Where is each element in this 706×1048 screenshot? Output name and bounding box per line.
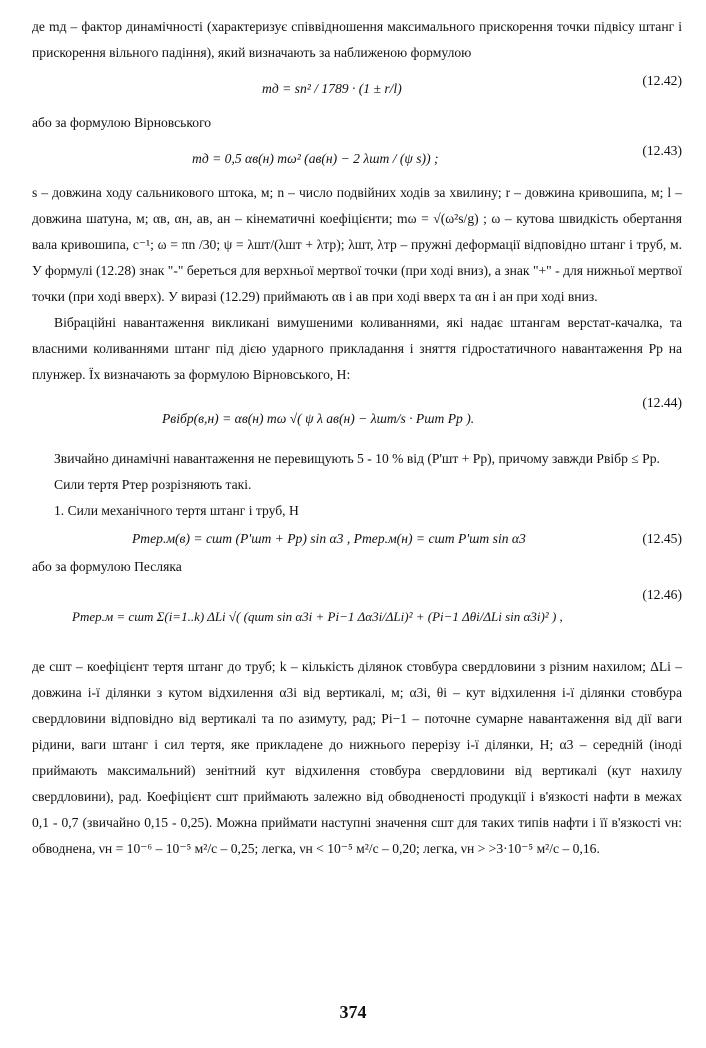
formula-number: (12.43) bbox=[642, 143, 682, 158]
formula-expression: Pтер.м = cшт Σ(i=1..k) ΔLi √( (qшт sin α3i + Pi−1 Δα3i/ΔLi)² + (Pi−1 Δθi/ΔLi sin α3i)² ) , bbox=[72, 609, 563, 624]
formula-number: (12.46) bbox=[642, 587, 682, 602]
formula-expression: mд = 0,5 αв(н) mω² (aв(н) − 2 λшт / (ψ s)) ; bbox=[192, 151, 439, 166]
formula-number: (12.44) bbox=[642, 395, 682, 410]
formula-expression: mд = sn² / 1789 · (1 ± r/l) bbox=[262, 81, 402, 96]
page-number: 374 bbox=[339, 1002, 367, 1022]
paragraph-3: s – довжина ходу сальникового штока, м; n – число подвійних ходів за хвилину; r – довжина кривошипа, м; l – довжина шатуна, м; αв, αн, aв, aн – кінематичні коефіцієнти; mω = √(ω²s/g) ; ω – кутова швидкість обертання вала кривошипа, с⁻¹; ω = πn /30; ψ = λшт/(λшт + λтр); λшт, λтр – пружні деформації відповідно штанг і труб, м. У формулі (12.28) знак "-" береться для верхньої мертвої точки (при ході вниз), а знак "+" - для нижньої мертвої точки (при ході вверх). У виразі (12.29) приймають αв і aв при ході вверх та αн і aн при ході вниз. bbox=[32, 185, 682, 304]
paragraph-5: Звичайно динамічні навантаження не перевищують 5 - 10 % від (P'шт + Pр), причому завжди Pвібр ≤ Pр. bbox=[54, 451, 660, 466]
formula-number: (12.42) bbox=[642, 73, 682, 88]
formula-12-42 bbox=[32, 66, 682, 110]
paragraph-4: Вібраційні навантаження викликані вимушеними коливаннями, які надає штангам верстат-качалка, та власними коливаннями штанг під дією ударного прикладання і зняття гідростатичного навантаження Pр на плунжер. Їх визначають за формулою Вірновського, Н: bbox=[32, 315, 682, 382]
paragraph-7: 1. Сили механічного тертя штанг і труб, Н bbox=[54, 503, 299, 518]
formula-12-44 bbox=[32, 388, 682, 446]
formula-12-43 bbox=[32, 136, 682, 180]
paragraph-1: де mд – фактор динамічності (характеризує співвідношення максимального прискорення точки підвісу штанг і прискорення вільного падіння), який визначають за наближеною формулою bbox=[32, 19, 682, 60]
paragraph-9: де cшт – коефіцієнт тертя штанг до труб; k – кількість ділянок стовбура свердловини з різним нахилом; ΔLi – довжина i-ї ділянки з кутом відхилення α3i від вертикалі, м; α3i, θi – кут відхилення i-ї ділянки стовбура свердловини відповідно від вертикалі та по азимуту, рад; Pi−1 – поточне сумарне навантаження від дії ваги рідини, ваги штанг і сил тертя, яке прикладене до нижнього перерізу i-ї ділянки, Н; α3 – середній (іноді приймають максимальний) зенітний кут відхилення стовбура свердловини від вертикалі (кут нахилу свердловини), рад. Коефіцієнт cшт приймають залежно від обводненості продукції і в'язкості нафти в межах 0,1 - 0,7 (звичайно 0,15 - 0,25). Можна приймати наступні значення cшт для таких типів нафти і її в'язкості νн: обводнена, νн = 10⁻⁶ – 10⁻⁵ м²/с – 0,25; легка, νн < 10⁻⁵ м²/с – 0,20; легка, νн > >3·10⁻⁵ м²/с – 0,16. bbox=[32, 659, 682, 856]
paragraph-2: або за формулою Вірновського bbox=[32, 115, 212, 130]
formula-number: (12.45) bbox=[642, 531, 682, 546]
page-body bbox=[32, 14, 682, 862]
formula-expression: Pвібр(в,н) = αв(н) mω √( ψ λ aв(н) − λшт/s · Pшт Pр ). bbox=[162, 411, 475, 426]
formula-expression: Pтер.м(в) = cшт (P'шт + Pр) sin α3 , Pтер.м(н) = cшт P'шт sin α3 bbox=[132, 531, 526, 546]
formula-12-46 bbox=[32, 580, 682, 654]
paragraph-6: Сили тертя Pтер розрізняють такі. bbox=[54, 477, 252, 492]
formula-12-45 bbox=[32, 524, 682, 554]
paragraph-8: або за формулою Песляка bbox=[32, 559, 182, 574]
